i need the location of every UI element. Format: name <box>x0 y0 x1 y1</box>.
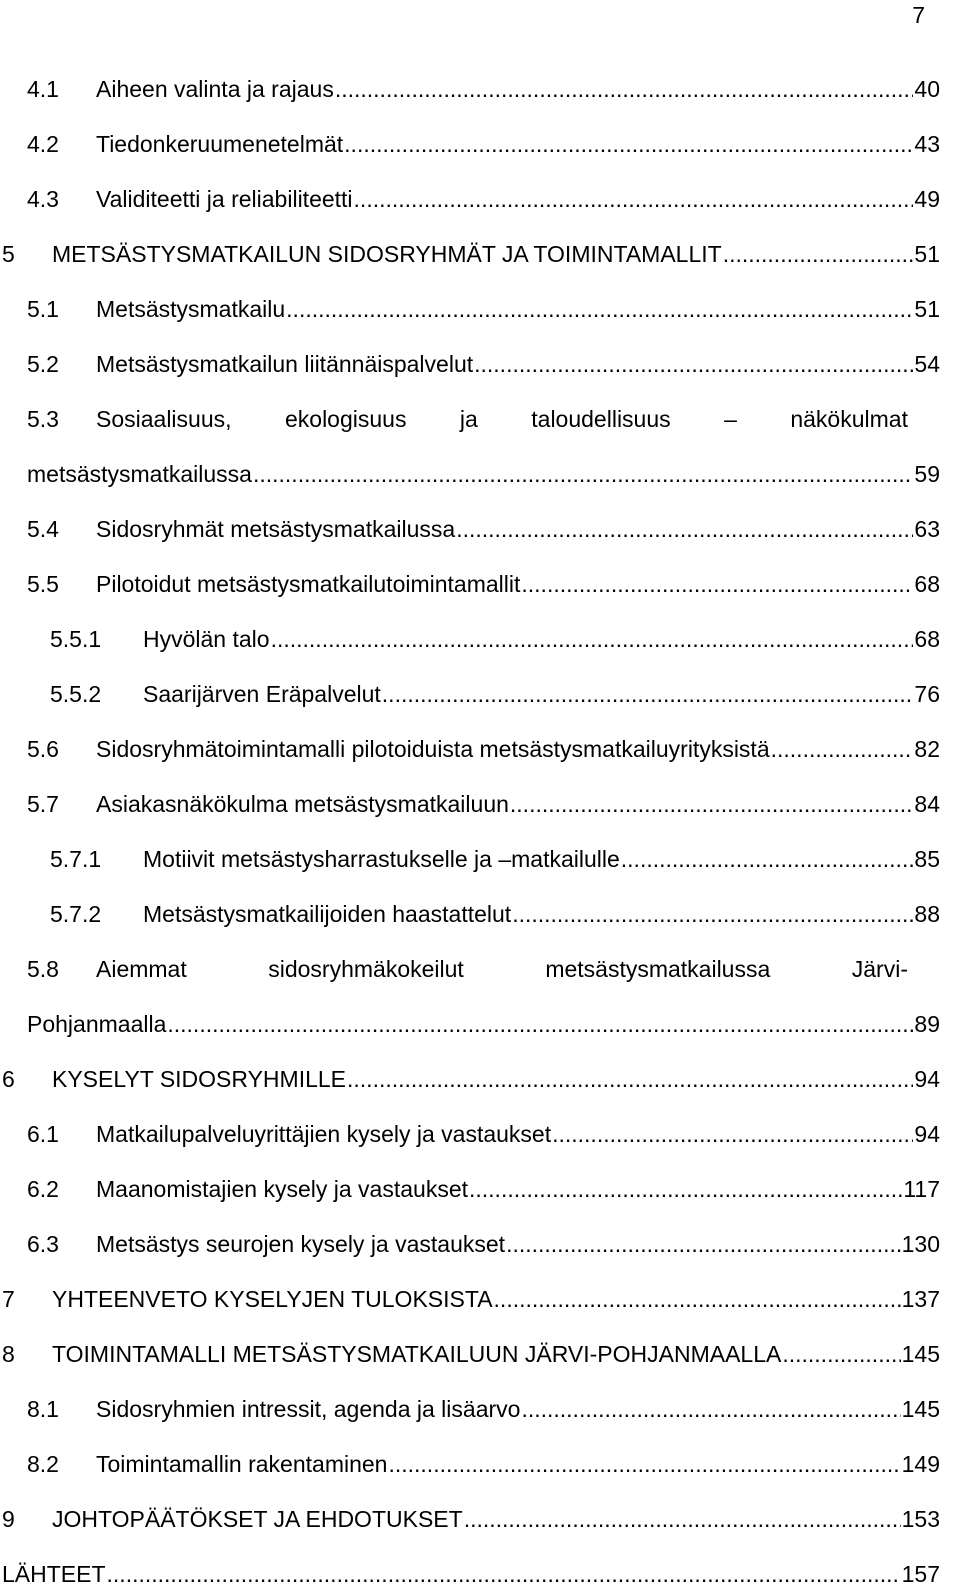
toc-entry-page: 76 <box>914 681 940 707</box>
toc-entry-page: 85 <box>914 846 940 872</box>
toc-entry[interactable] <box>0 679 960 709</box>
toc-entry-title: LÄHTEET <box>2 1561 106 1587</box>
toc-entry[interactable] <box>0 954 960 984</box>
toc-entry-title-word: – <box>724 406 737 432</box>
dot-leader <box>382 679 914 709</box>
toc-entry-number: 4.3 <box>27 186 59 212</box>
toc-entry[interactable] <box>0 1119 960 1149</box>
page-number: 7 <box>912 2 925 28</box>
toc-entry-number: 5.7 <box>27 791 59 817</box>
toc-entry-page: 59 <box>914 461 940 487</box>
toc-entry[interactable] <box>0 1339 960 1369</box>
toc-entry-page: 43 <box>914 131 940 157</box>
toc-entry-title-word: sidosryhmäkokeilut <box>268 956 464 982</box>
toc-entry[interactable] <box>0 1284 960 1314</box>
toc-entry[interactable] <box>0 1229 960 1259</box>
toc-entry[interactable] <box>0 294 960 324</box>
toc-entry[interactable] <box>0 844 960 874</box>
toc-entry[interactable] <box>0 239 960 269</box>
toc-entry-title: Matkailupalveluyrittäjien kysely ja vastaukset <box>96 1121 552 1147</box>
toc-entry-number: 4.1 <box>27 76 59 102</box>
toc-entry-number: 8.1 <box>27 1396 59 1422</box>
toc-entry-page: 137 <box>901 1286 940 1312</box>
toc-entry-number: 5.2 <box>27 351 59 377</box>
toc-entry-page: 117 <box>903 1176 940 1202</box>
toc-entry-number: 5.4 <box>27 516 59 542</box>
toc-entry[interactable] <box>0 1504 960 1534</box>
toc-entry[interactable] <box>0 74 960 104</box>
toc-entry-page: 94 <box>914 1066 940 1092</box>
toc-entry-title: Pohjanmaalla <box>27 1011 167 1037</box>
dot-leader <box>271 624 914 654</box>
toc-entry-page: 84 <box>914 791 940 817</box>
dot-leader <box>347 1064 913 1094</box>
toc-entry-number: 6.3 <box>27 1231 59 1257</box>
dot-leader <box>506 1229 901 1259</box>
toc-entry-number: 5.5 <box>27 571 59 597</box>
toc-entry-page: 54 <box>914 351 940 377</box>
toc-entry-title: METSÄSTYSMATKAILUN SIDOSRYHMÄT JA TOIMINTAMALLIT <box>52 241 722 267</box>
toc-entry-number: 5.7.2 <box>50 901 102 927</box>
toc-entry-title-word: Aiemmat <box>96 956 187 982</box>
dot-leader <box>782 1339 900 1369</box>
toc-entry-title: Sidosryhmien intressit, agenda ja lisäarvo <box>96 1396 521 1422</box>
toc-entry[interactable] <box>0 1449 960 1479</box>
toc-entry-number: 6.1 <box>27 1121 59 1147</box>
toc-entry-number: 6 <box>2 1066 15 1092</box>
toc-entry-number: 8 <box>2 1341 15 1367</box>
toc-entry-page: 157 <box>901 1561 940 1587</box>
dot-leader <box>469 1174 902 1204</box>
dot-leader <box>552 1119 913 1149</box>
toc-entry-title: Metsästysmatkailu <box>96 296 286 322</box>
toc-entry-title-word: metsästysmatkailussa <box>545 956 771 982</box>
toc-entry[interactable] <box>0 624 960 654</box>
toc-entry-title: Aiheen valinta ja rajaus <box>96 76 334 102</box>
toc-entry-number: 4.2 <box>27 131 59 157</box>
toc-entry-number: 5.1 <box>27 296 59 322</box>
toc-entry-number: 5.6 <box>27 736 59 762</box>
toc-entry-title: Validiteetti ja reliabiliteetti <box>96 186 353 212</box>
toc-entry-title: Motiivit metsästysharrastukselle ja –matkailulle <box>143 846 620 872</box>
dot-leader <box>771 734 914 764</box>
toc-entry-title-word: ja <box>459 406 478 432</box>
toc-entry[interactable] <box>0 349 960 379</box>
toc-entry-title-word: Sosiaalisuus, <box>96 406 232 432</box>
dot-leader <box>521 1394 900 1424</box>
dot-leader <box>474 349 913 379</box>
toc-entry-title-word: ekologisuus <box>284 406 407 432</box>
toc-entry-page: 89 <box>914 1011 940 1037</box>
toc-entry-page: 88 <box>914 901 940 927</box>
toc-entry-page: 94 <box>914 1121 940 1147</box>
toc-entry[interactable] <box>0 734 960 764</box>
toc-entry-page: 145 <box>901 1341 940 1367</box>
toc-entry-number: 5.5.1 <box>50 626 102 652</box>
toc-entry-page: 51 <box>914 296 940 322</box>
toc-entry-title: Metsästys seurojen kysely ja vastaukset <box>96 1231 506 1257</box>
toc-entry[interactable] <box>0 1394 960 1424</box>
toc-entry-number: 8.2 <box>27 1451 59 1477</box>
toc-entry[interactable] <box>0 789 960 819</box>
toc-entry-title: Metsästysmatkailun liitännäispalvelut <box>96 351 474 377</box>
toc-entry-title: JOHTOPÄÄTÖKSET JA EHDOTUKSET <box>52 1506 463 1532</box>
dot-leader <box>512 899 913 929</box>
toc-entry-title-word: taloudellisuus <box>531 406 671 432</box>
toc-entry-number: 5 <box>2 241 15 267</box>
toc-entry-number: 5.7.1 <box>50 846 102 872</box>
toc-entry-title: TOIMINTAMALLI METSÄSTYSMATKAILUUN JÄRVI-POHJANMAALLA <box>52 1341 782 1367</box>
dot-leader <box>354 184 914 214</box>
toc-entry-title-word: näkökulmat <box>790 406 908 432</box>
toc-entry-title: YHTEENVETO KYSELYJEN TULOKSISTA <box>52 1286 493 1312</box>
toc-entry-title: Maanomistajien kysely ja vastaukset <box>96 1176 468 1202</box>
toc-entry[interactable] <box>0 404 960 434</box>
toc-entry[interactable] <box>0 514 960 544</box>
toc-entry-page: 153 <box>901 1506 940 1532</box>
dot-leader <box>253 459 913 489</box>
toc-entry-number: 5.3 <box>27 406 59 432</box>
toc-entry-page: 68 <box>914 571 940 597</box>
dot-leader <box>456 514 913 544</box>
toc-entry-number: 9 <box>2 1506 15 1532</box>
dot-leader <box>723 239 914 269</box>
toc-entry-title: Saarijärven Eräpalvelut <box>143 681 381 707</box>
toc-entry-title-word: Järvi- <box>851 956 908 982</box>
toc-entry-page: 63 <box>914 516 940 542</box>
dot-leader <box>286 294 913 324</box>
toc-entry-title: Pilotoidut metsästysmatkailutoimintamallit <box>96 571 521 597</box>
dot-leader <box>107 1559 901 1589</box>
dot-leader <box>510 789 914 819</box>
toc-entry-continuation[interactable] <box>0 459 960 489</box>
toc-entry-page: 149 <box>901 1451 940 1477</box>
toc-entry-title: Tiedonkeruumenetelmät <box>96 131 344 157</box>
dot-leader <box>167 1009 913 1039</box>
toc-entry-title: Asiakasnäkökulma metsästysmatkailuun <box>96 791 509 817</box>
toc-entry-title: metsästysmatkailussa <box>27 461 252 487</box>
toc-entry[interactable] <box>0 184 960 214</box>
toc-entry-number: 5.5.2 <box>50 681 102 707</box>
toc-entry-page: 40 <box>914 76 940 102</box>
dot-leader <box>335 74 914 104</box>
toc-entry-number: 5.8 <box>27 956 59 982</box>
toc-entry-number: 7 <box>2 1286 15 1312</box>
toc-entry-title: Sidosryhmät metsästysmatkailussa <box>96 516 456 542</box>
toc-entry-number: 6.2 <box>27 1176 59 1202</box>
dot-leader <box>388 1449 900 1479</box>
dot-leader <box>464 1504 901 1534</box>
dot-leader <box>621 844 914 874</box>
toc-entry-page: 51 <box>914 241 940 267</box>
toc-entry-page: 82 <box>914 736 940 762</box>
dot-leader <box>344 129 913 159</box>
toc-entry[interactable] <box>0 129 960 159</box>
toc-entry-title: Sidosryhmätoimintamalli pilotoiduista metsästysmatkailuyrityksistä <box>96 736 770 762</box>
dot-leader <box>494 1284 901 1314</box>
toc-entry-page: 130 <box>901 1231 940 1257</box>
toc-entry-title: KYSELYT SIDOSRYHMILLE <box>52 1066 347 1092</box>
toc-entry-page: 68 <box>914 626 940 652</box>
dot-leader <box>521 569 913 599</box>
toc-entry[interactable] <box>0 899 960 929</box>
toc-entry[interactable] <box>0 1559 960 1589</box>
toc-entry-continuation[interactable] <box>0 1009 960 1039</box>
toc-entry-title: Toimintamallin rakentaminen <box>96 1451 388 1477</box>
toc-entry-title: Hyvölän talo <box>143 626 270 652</box>
toc-entry[interactable] <box>0 569 960 599</box>
toc-entry-title: Metsästysmatkailijoiden haastattelut <box>143 901 512 927</box>
toc-entry-page: 49 <box>914 186 940 212</box>
toc-entry[interactable] <box>0 1174 960 1204</box>
toc-entry[interactable] <box>0 1064 960 1094</box>
toc-entry-page: 145 <box>901 1396 940 1422</box>
